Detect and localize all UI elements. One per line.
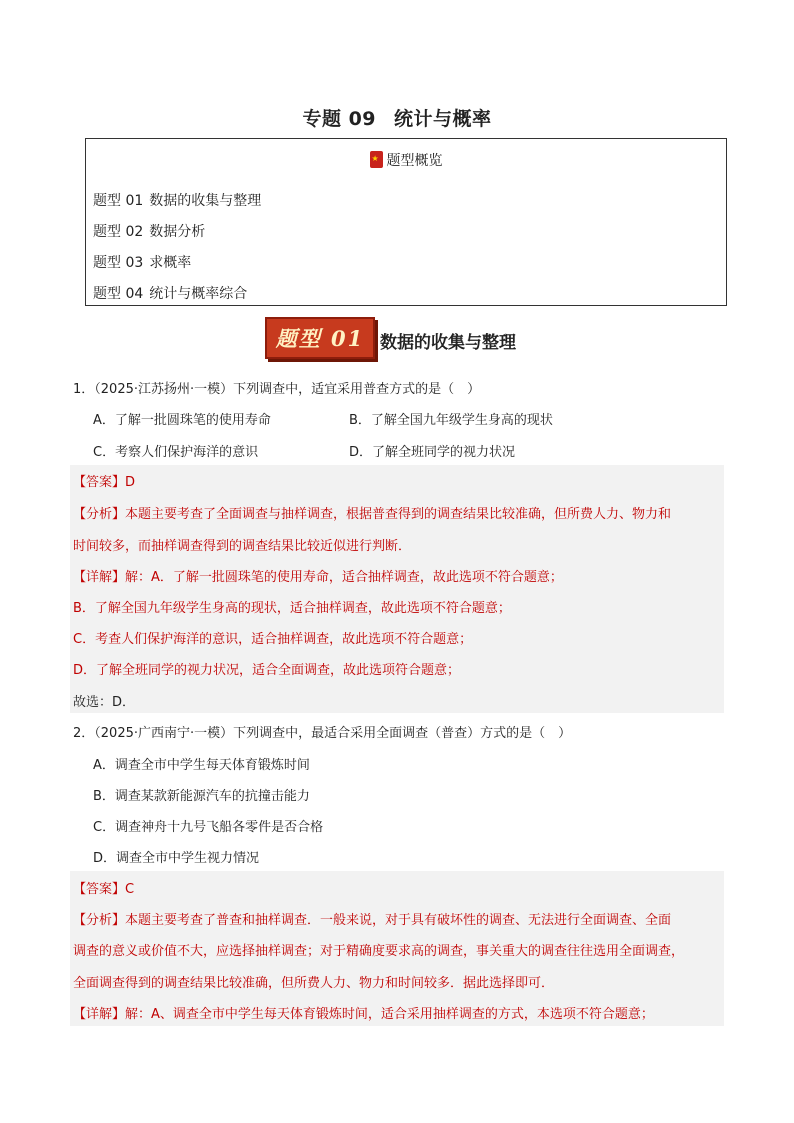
q1-detail-line-2 xyxy=(73,597,511,616)
q1-option-a: A．了解一批圆珠笔的使用寿命 xyxy=(93,413,271,428)
section-badge: 题型 01 xyxy=(265,317,375,359)
overview-heading-label: 题型概览 xyxy=(386,153,443,169)
section-title: 数据的收集与整理 xyxy=(380,333,516,353)
detail-text: ．考查人们保护海洋的意识，适合抽样调查，故此选项不符合题意； xyxy=(82,632,473,647)
q1-conclusion: 故选：D． xyxy=(73,695,136,710)
q2-option-c: C．调查神舟十九号飞船各零件是否合格 xyxy=(93,820,324,835)
analysis-text: 本题主要考查了普查和抽样调查．一般来说，对于具有破坏性的调查、无法进行全面调查、全面 xyxy=(125,913,672,928)
detail-label: 【详解】 xyxy=(73,570,126,585)
q1-analysis-line-1 xyxy=(73,503,671,522)
detail-text: 解：A、调查全市中学生每天体育锻炼时间，适合采用抽样调查的方式，本选项不符合题意； xyxy=(125,1007,654,1022)
detail-text: ．了解全班同学的视力状况，适合全面调查，故此选项符合题意； xyxy=(83,663,461,678)
overview-item[interactable] xyxy=(93,221,205,241)
q1-option-c: C．考察人们保护海洋的意识 xyxy=(93,445,259,460)
overview-item-label: 数据的收集与整理 xyxy=(149,193,262,209)
q1-detail-line-3 xyxy=(73,628,472,647)
overview-item-label: 数据分析 xyxy=(149,224,206,240)
overview-item-code: 题型 04 xyxy=(93,286,144,302)
analysis-label: 【分析】 xyxy=(73,913,126,928)
detail-letter: B xyxy=(73,601,82,616)
overview-item[interactable] xyxy=(93,252,191,272)
detail-label: 【详解】 xyxy=(73,1007,126,1022)
q1-detail-line-4 xyxy=(73,659,460,678)
page-title xyxy=(0,104,794,131)
answer-value: C xyxy=(125,882,135,897)
title-main: 专题 09 xyxy=(302,108,377,130)
overview-heading xyxy=(86,150,726,170)
title-sub: 统计与概率 xyxy=(394,108,492,130)
q2-detail-line-1 xyxy=(73,1003,654,1022)
overview-item-label: 统计与概率综合 xyxy=(149,286,248,302)
analysis-label: 【分析】 xyxy=(73,507,126,522)
answer-label: 【答案】 xyxy=(73,882,126,897)
q2-stem: 2．（2025·广西南宁·一模）下列调查中，最适合采用全面调查（普查）方式的是（ ） xyxy=(73,726,572,741)
detail-letter: D xyxy=(73,663,84,678)
q2-option-b: B．调查某款新能源汽车的抗撞击能力 xyxy=(93,789,310,804)
book-icon xyxy=(370,151,383,168)
q1-answer xyxy=(73,471,135,490)
q2-option-d: D．调查全市中学生视力情况 xyxy=(93,851,260,866)
q2-answer xyxy=(73,878,134,897)
q1-option-b: B．了解全国九年级学生身高的现状 xyxy=(349,413,553,428)
answer-label: 【答案】 xyxy=(73,475,126,490)
q1-option-d: D．了解全班同学的视力状况 xyxy=(349,445,516,460)
q2-option-a: A．调查全市中学生每天体育锻炼时间 xyxy=(93,758,310,773)
answer-value: D xyxy=(125,475,136,490)
detail-text: 解：A．了解一批圆珠笔的使用寿命，适合抽样调查，故此选项不符合题意； xyxy=(125,570,563,585)
overview-item-code: 题型 02 xyxy=(93,224,144,240)
q1-stem: 1．（2025·江苏扬州·一模）下列调查中，适宜采用普查方式的是（ ） xyxy=(73,382,481,397)
overview-item-code: 题型 03 xyxy=(93,255,144,271)
overview-item-code: 题型 01 xyxy=(93,193,144,209)
detail-text: ．了解全国九年级学生身高的现状，适合抽样调查，故此选项不符合题意； xyxy=(81,601,511,616)
overview-item-label: 求概率 xyxy=(149,255,192,271)
q2-analysis-line-3: 全面调查得到的调查结果比较准确，但所费人力、物力和时间较多．据此选择即可． xyxy=(73,976,555,991)
q1-detail-line-1 xyxy=(73,566,563,585)
detail-letter: C xyxy=(73,632,83,647)
q2-analysis-line-1 xyxy=(73,909,671,928)
overview-box xyxy=(85,138,727,306)
analysis-text: 本题主要考查了全面调查与抽样调查，根据普查得到的调查结果比较准确，但所费人力、物力和 xyxy=(125,507,672,522)
q2-analysis-line-2: 调查的意义或价值不大，应选择抽样调查；对于精确度要求高的调查，事关重大的调查往往选用全面调查， xyxy=(73,944,685,959)
overview-item[interactable] xyxy=(93,190,261,210)
q1-analysis-line-2: 时间较多，而抽样调查得到的调查结果比较近似进行判断． xyxy=(73,539,412,554)
overview-item[interactable] xyxy=(93,283,247,303)
